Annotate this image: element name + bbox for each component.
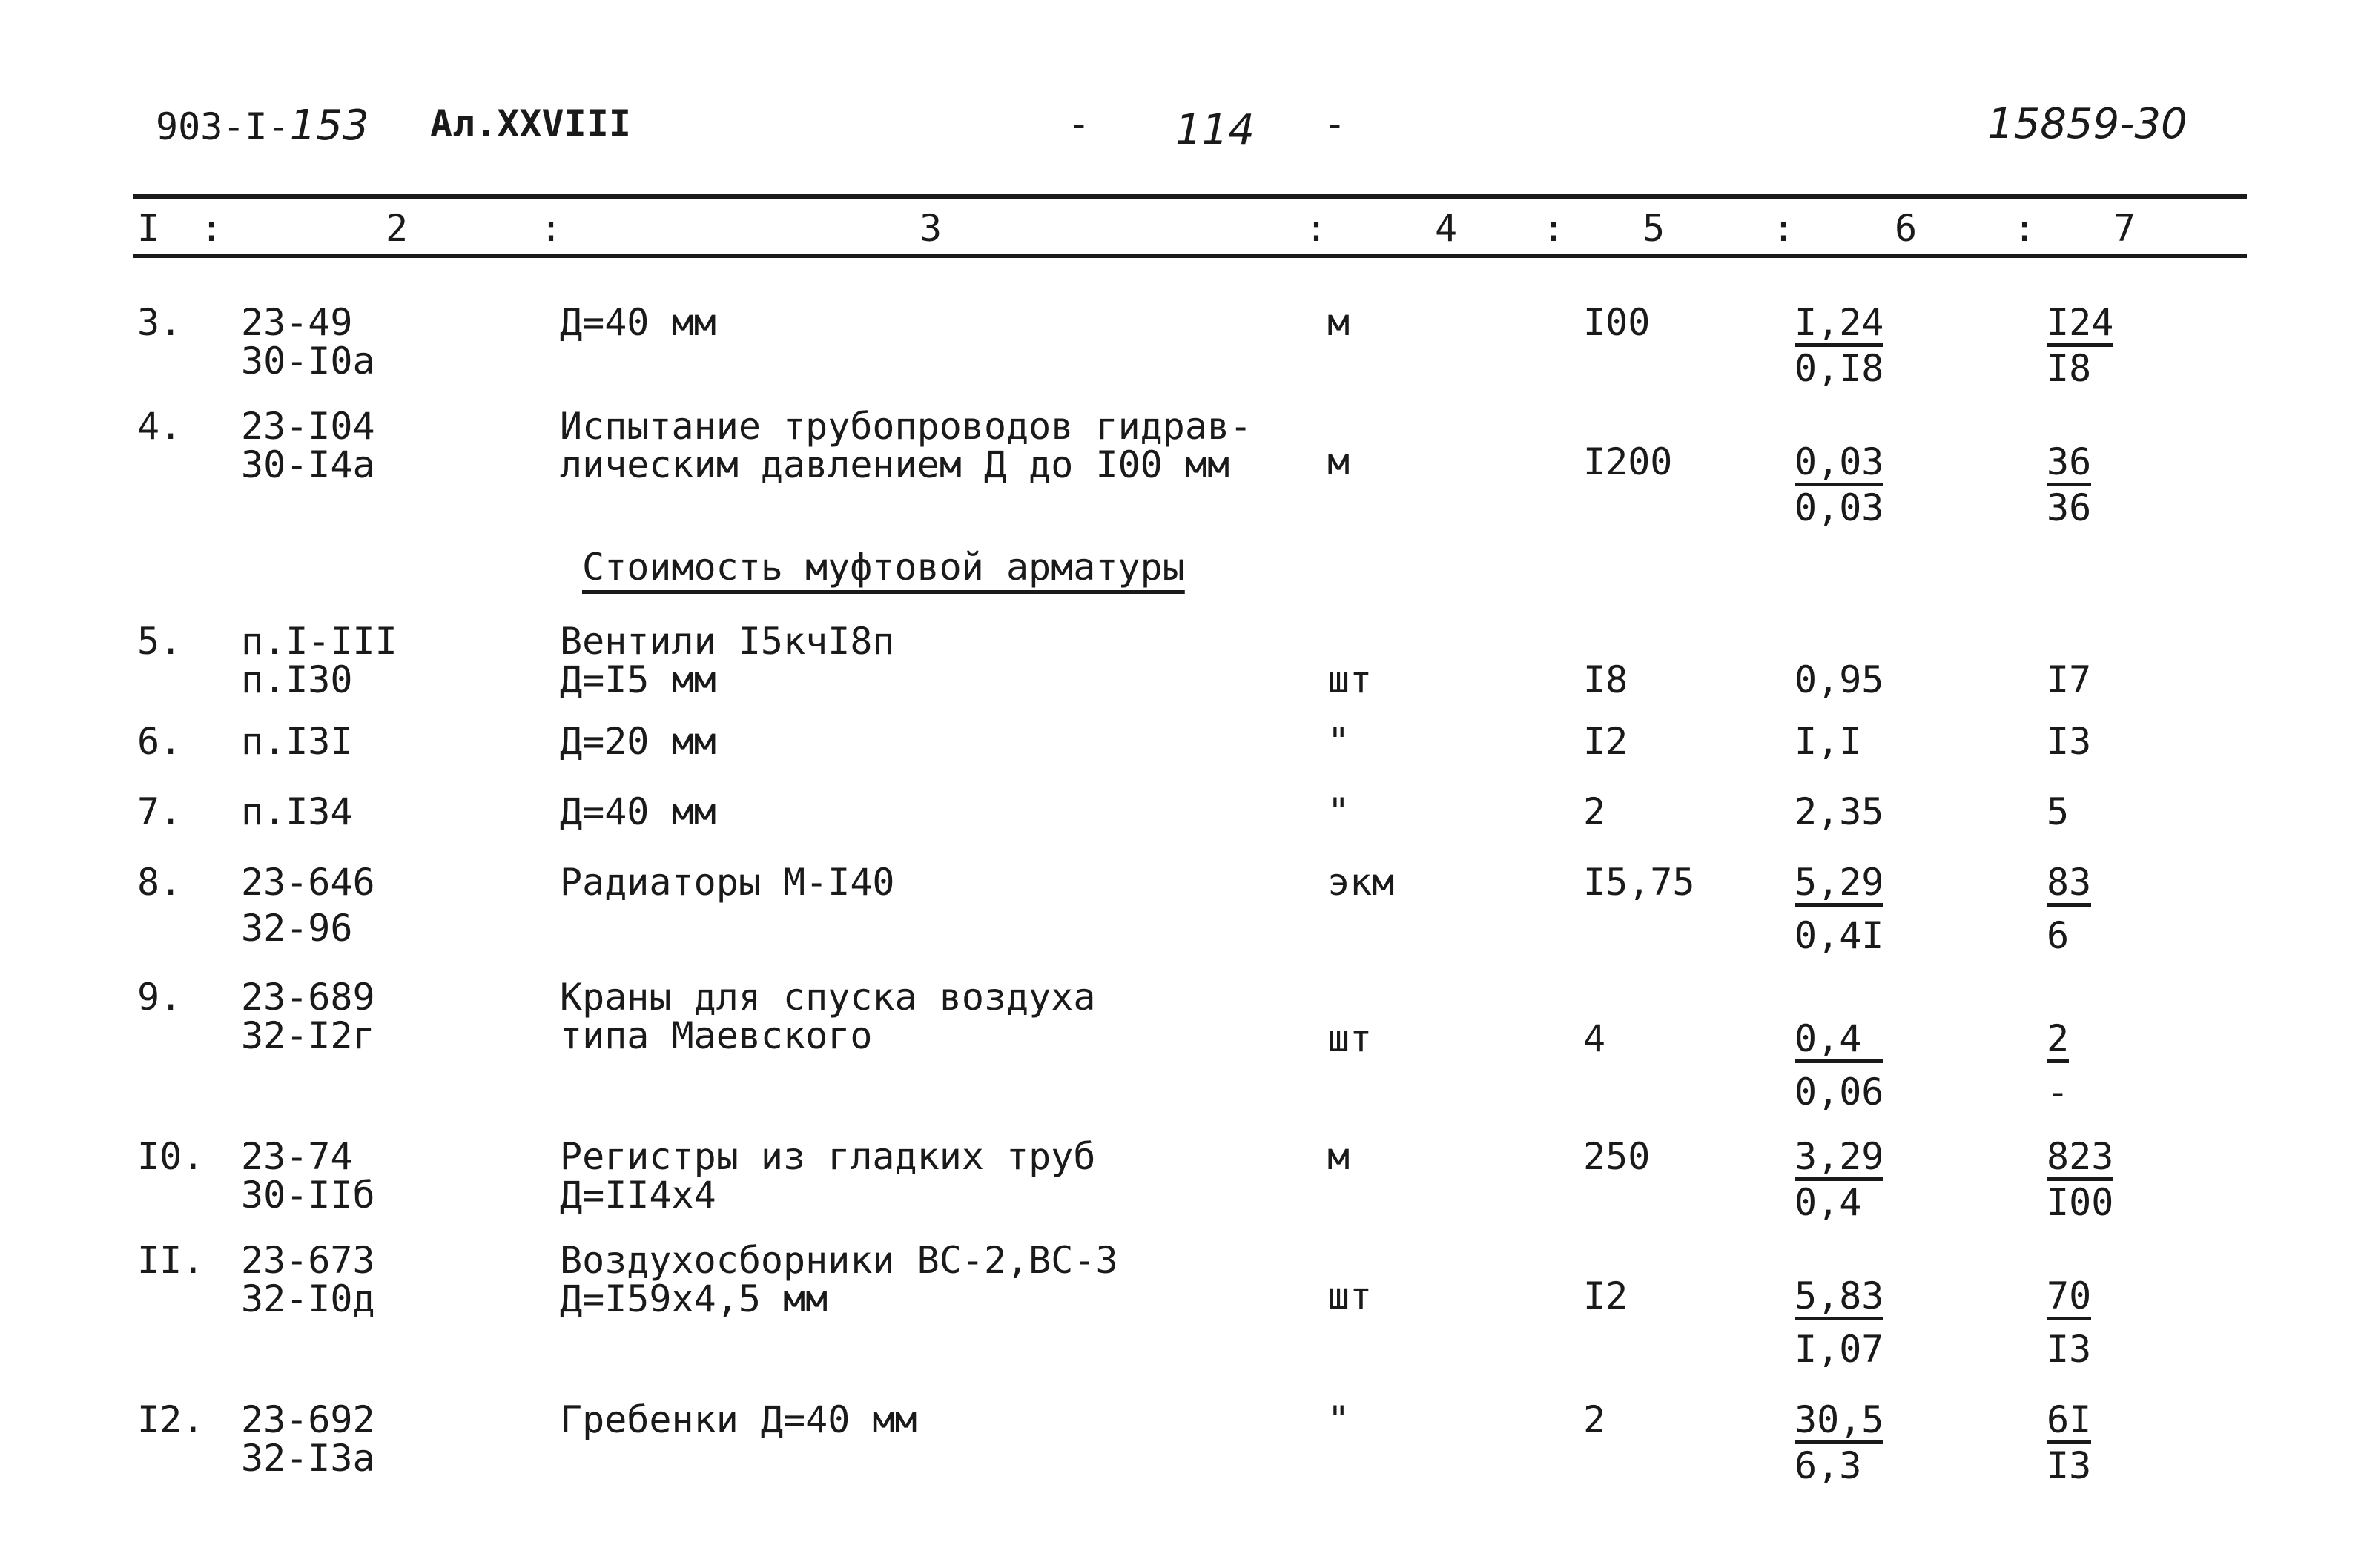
row-unit-cost: $\frac{5,29}{0,4I}$ <box>1795 861 1884 957</box>
row-unit-cost: $\frac{3,29}{0,4}$ <box>1795 1135 1884 1224</box>
row-quantity: I2 <box>1583 720 1628 763</box>
header-bottom-rule <box>133 254 2247 258</box>
row-quantity: 2 <box>1583 790 1606 833</box>
row-total-cost: $\frac{6I}{I3}$ <box>2047 1398 2092 1487</box>
row-quantity: I200 <box>1583 440 1673 483</box>
row-total-cost: $\frac{823}{I00}$ <box>2047 1135 2114 1224</box>
row-total-cost: 5 <box>2047 790 2070 833</box>
row-unit: шт <box>1327 1274 1373 1317</box>
section-title: Стоимость муфтовой арматуры <box>582 546 1185 589</box>
row-number: II. <box>137 1239 205 1282</box>
row-description: Д=40 мм <box>560 301 716 344</box>
row-code: 23-49 30-I0a <box>241 301 375 383</box>
col-header-2: 2 <box>386 207 409 250</box>
col-sep-6: : <box>2013 207 2036 250</box>
row-unit-cost: $\frac{30,5}{6,3}$ <box>1795 1398 1884 1487</box>
row-code: п.I-III п.I30 <box>241 620 397 701</box>
row-total-cost: I3 <box>2047 720 2092 763</box>
row-unit-cost: $\frac{0,4}{0,06}$ <box>1795 1017 1884 1114</box>
row-code: 23-I04 30-I4a <box>241 405 375 486</box>
row-quantity: I8 <box>1583 658 1628 701</box>
row-description: Д=40 мм <box>560 790 716 833</box>
row-total-cost: $\frac{2}{-}$ <box>2047 1017 2070 1114</box>
row-description: Гребенки Д=40 мм <box>560 1398 917 1441</box>
album-label: Ал.XXVIII <box>430 102 631 145</box>
row-description: Воздухосборники ВС-2,ВС-3 Д=I59х4,5 мм <box>560 1239 1118 1320</box>
row-unit-cost: $\frac{I,24}{0,I8}$ <box>1795 301 1884 390</box>
doc-code: 903-I-153 <box>156 102 369 150</box>
row-unit: " <box>1327 720 1350 763</box>
col-sep-5: : <box>1772 207 1795 250</box>
row-number: 5. <box>137 620 182 663</box>
row-unit: " <box>1327 1398 1350 1441</box>
row-quantity: 250 <box>1583 1135 1651 1178</box>
row-description: Краны для спуска воздуха типа Маевского <box>560 976 1096 1057</box>
row-unit: м <box>1327 301 1350 344</box>
row-total-cost: $\frac{83}{6}$ <box>2047 861 2092 957</box>
row-number: 6. <box>137 720 182 763</box>
col-header-5: 5 <box>1642 207 1665 250</box>
row-code: 23-692 32-I3a <box>241 1398 375 1480</box>
row-description: Радиаторы М-I40 <box>560 861 895 904</box>
row-number: I0. <box>137 1135 205 1178</box>
col-sep-3: : <box>1305 207 1328 250</box>
row-unit-cost: I,I <box>1795 720 1862 763</box>
row-total-cost: I7 <box>2047 658 2092 701</box>
row-description: Испытание трубопроводов гидрав- лическим давлением Д до I00 мм <box>560 405 1252 486</box>
col-header-4: 4 <box>1435 207 1458 250</box>
row-code: 23-646 32-96 <box>241 861 375 950</box>
row-description: Вентили I5кчI8п Д=I5 мм <box>560 620 895 701</box>
col-header-3: 3 <box>919 207 942 250</box>
row-description: Д=20 мм <box>560 720 716 763</box>
row-code: 23-74 30-IIб <box>241 1135 375 1217</box>
row-unit: " <box>1327 790 1350 833</box>
row-unit: шт <box>1327 658 1373 701</box>
page-dash-right: - <box>1324 102 1347 145</box>
row-number: 8. <box>137 861 182 904</box>
row-number: 3. <box>137 301 182 344</box>
row-unit-cost: 2,35 <box>1795 790 1884 833</box>
row-quantity: I5,75 <box>1583 861 1695 904</box>
col-sep-4: : <box>1542 207 1565 250</box>
col-header-1: I <box>137 207 160 250</box>
page-number: 114 <box>1175 106 1255 154</box>
col-header-6: 6 <box>1895 207 1918 250</box>
sheet-code: 15859-30 <box>1987 100 2188 148</box>
row-number: 4. <box>137 405 182 448</box>
header-top-rule <box>133 194 2247 199</box>
row-quantity: 2 <box>1583 1398 1606 1441</box>
row-total-cost: $\frac{36}{36}$ <box>2047 440 2092 529</box>
row-unit: м <box>1327 1135 1350 1178</box>
row-unit: экм <box>1327 861 1395 904</box>
row-quantity: 4 <box>1583 1017 1606 1060</box>
row-code: 23-689 32-I2г <box>241 976 375 1057</box>
row-total-cost: $\frac{70}{I3}$ <box>2047 1274 2092 1371</box>
row-quantity: I00 <box>1583 301 1651 344</box>
row-code: п.I34 <box>241 790 353 833</box>
row-code: п.I3I <box>241 720 353 763</box>
row-number: 9. <box>137 976 182 1019</box>
doc-code-handwritten: 153 <box>289 102 369 150</box>
row-total-cost: $\frac{I24}{I8}$ <box>2047 301 2114 390</box>
row-unit-cost: $\frac{5,83}{I,07}$ <box>1795 1274 1884 1371</box>
row-quantity: I2 <box>1583 1274 1628 1317</box>
row-code: 23-673 32-I0д <box>241 1239 375 1320</box>
row-unit-cost: $\frac{0,03}{0,03}$ <box>1795 440 1884 529</box>
row-number: I2. <box>137 1398 205 1441</box>
row-unit: м <box>1327 440 1350 483</box>
row-description: Регистры из гладких труб Д=II4х4 <box>560 1135 1096 1217</box>
col-sep-2: : <box>540 207 563 250</box>
row-number: 7. <box>137 790 182 833</box>
col-header-7: 7 <box>2113 207 2136 250</box>
col-sep-1: : <box>200 207 223 250</box>
row-unit-cost: 0,95 <box>1795 658 1884 701</box>
row-unit: шт <box>1327 1017 1373 1060</box>
page-dash-left: - <box>1068 102 1091 145</box>
